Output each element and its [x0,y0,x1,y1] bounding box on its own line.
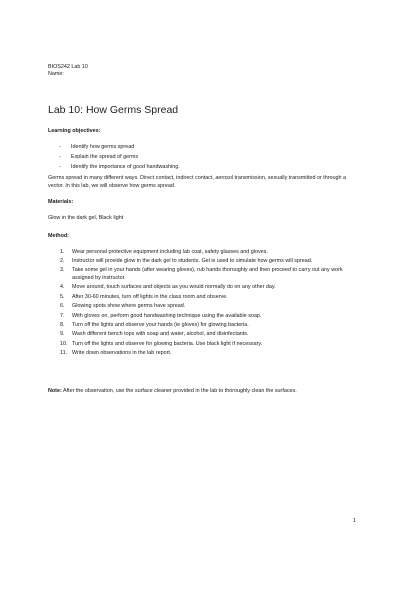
objective-text: Explain the spread of germs [71,154,139,161]
objectives-heading: Learning objectives: [48,128,101,135]
step-number: 5. [60,293,65,300]
step-number: 6. [60,303,65,310]
objectives-list [48,144,360,171]
list-item [59,154,360,161]
step-number: 11. [60,350,68,357]
step-text: Take some gel in your hands (after wearing gloves), rub hands thoroughly and then proceed to carry out any work assigned by instructor. [72,267,343,281]
bullet-marker: - [59,154,61,161]
step-text: Glowing spots show where germs have spread. [72,303,186,310]
method-steps [48,249,360,358]
name-label: Name: [48,71,64,78]
note-paragraph [48,388,368,395]
list-item [60,313,360,321]
step-text: Wear personal protective equipment including lab coat, safety glasses and gloves. [72,248,268,255]
list-item [60,303,360,311]
list-item [60,331,360,339]
step-text: Instructor will provide glow in the dark gel to students. Gel is used to simulate how germs will spread. [72,257,313,264]
bullet-marker: - [59,164,61,170]
objective-text: Identify the importance of good handwashing. [71,164,180,170]
step-text: Write down observations in the lab report. [72,350,172,357]
list-item [60,249,360,257]
intro-paragraph: Germs spread in many different ways. Direct contact, indirect contact, aerosol transmission, sexually transmitted or through a vector. In this lab, we will observe how germs spread. [48,175,347,189]
bullet-marker: - [59,144,61,151]
list-item [60,267,360,282]
step-number: 8. [60,321,65,328]
objective-text: Identify how germs spread [71,144,135,151]
course-code: BIOS242 Lab 10 [48,64,88,70]
list-item [60,258,360,266]
list-item [60,350,360,358]
list-item [60,284,360,292]
materials-heading: Materials: [48,198,74,205]
list-item [60,294,360,302]
list-item [59,164,360,171]
method-heading: Method: [48,232,69,239]
step-text: With gloves on, perform good handwashing technique using the available soap. [72,312,262,319]
step-text: Move around, touch surfaces and objects as you would normally do on any other day. [72,284,276,291]
page-title: Lab 10: How Germs Spread [48,104,179,117]
step-text: After 30-60 minutes, turn off lights in the class room and observe. [72,293,228,300]
note-text: After the observation, use the surface cleaner provided in the lab to thoroughly clean the surfaces. [61,387,297,394]
list-item [60,341,360,349]
list-item [60,322,360,330]
note-label: Note: [48,387,62,394]
step-text: Wash different bench tops with soap and water, alcohol, and disinfectants. [72,331,249,338]
step-number: 1. [60,248,65,255]
step-number: 9. [60,331,65,338]
page-number: 1 [352,518,356,524]
step-number: 3. [60,267,65,274]
step-text: Turn off the lights and observe for glowing bacteria. Use black light if necessary. [72,340,263,347]
step-text: Turn off the lights and observe your hands (ie gloves) for glowing bacteria. [72,321,249,328]
step-number: 10. [60,340,68,347]
step-number: 4. [60,284,65,291]
list-item [59,144,360,151]
step-number: 2. [60,257,65,264]
step-number: 7. [60,312,65,319]
materials-text: Glow in the dark gel, Black light [48,214,124,221]
